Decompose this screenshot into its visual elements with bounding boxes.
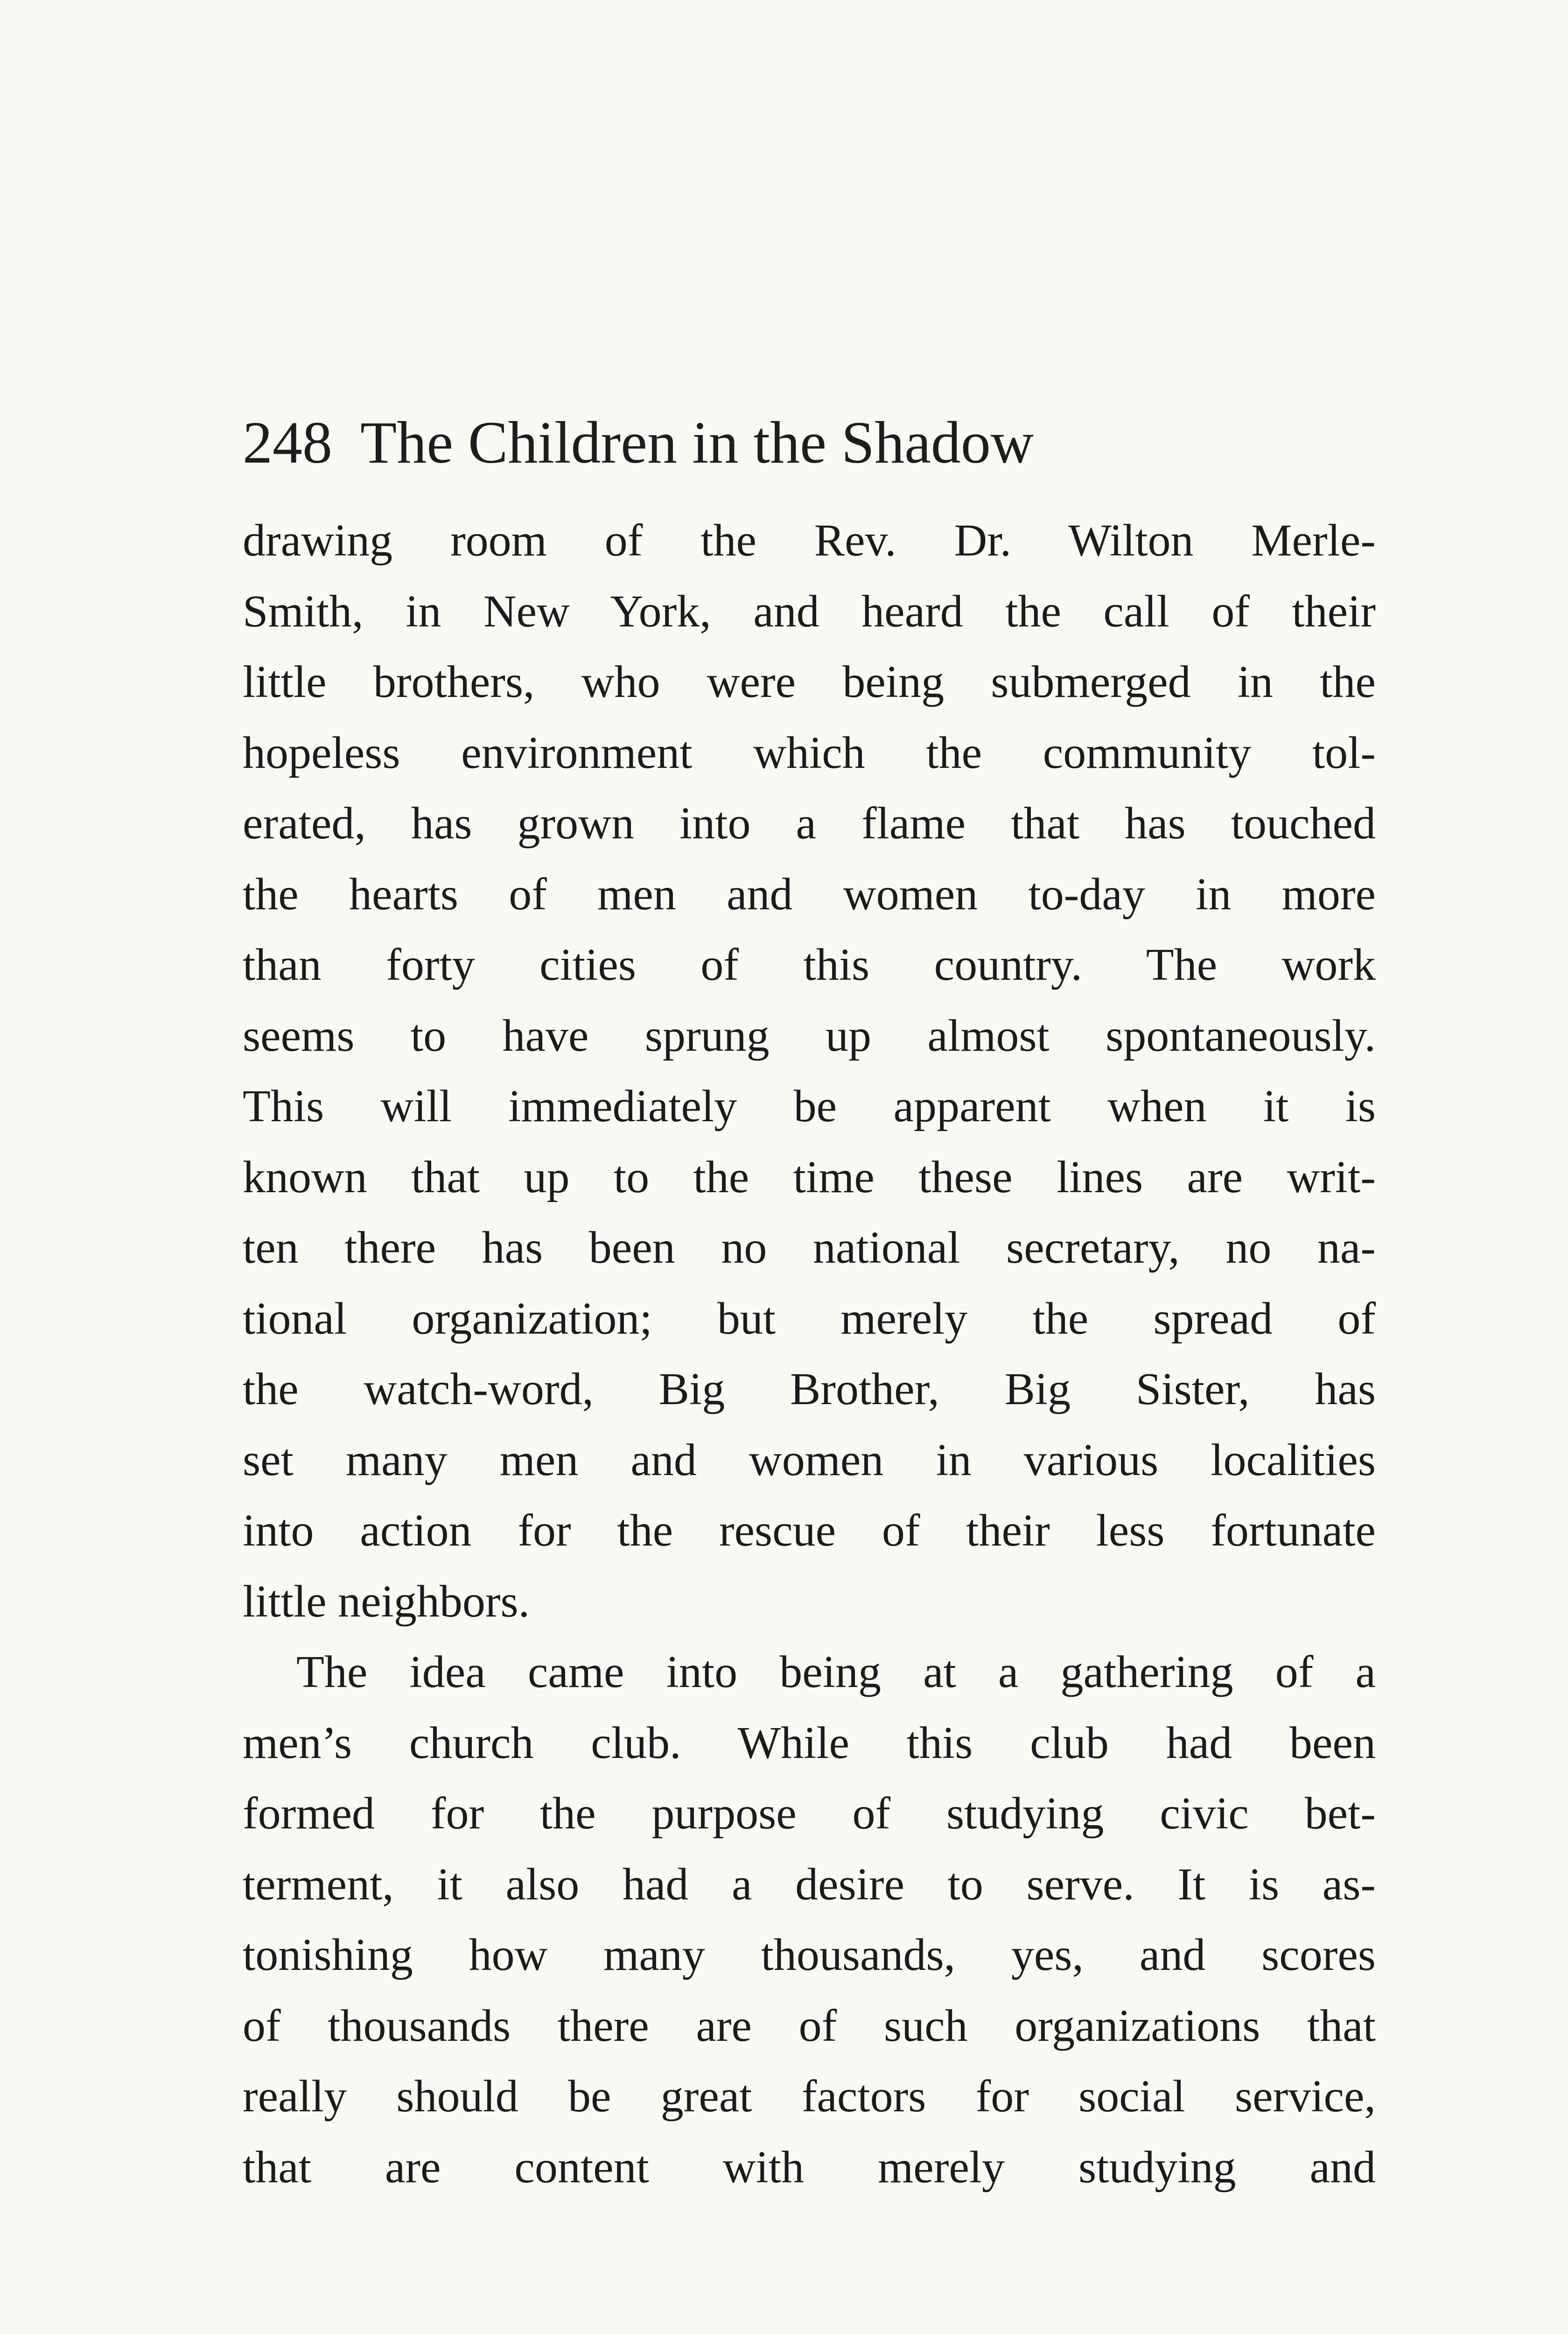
text-line: into action for the rescue of their less fortunate (243, 1505, 1376, 1556)
text-line: little neighbors. (243, 1576, 530, 1627)
text-line: This will immediately be apparent when it is (243, 1081, 1376, 1132)
text-line: the watch-word, Big Brother, Big Sister, has (243, 1364, 1376, 1414)
text-line: terment, it also had a desire to serve. It is as- (243, 1859, 1376, 1910)
text-line: known that up to the time these lines are writ- (243, 1152, 1376, 1202)
page-number: 248 (243, 409, 332, 476)
running-head (243, 405, 1381, 480)
text-line: tional organization; but merely the spread of (243, 1293, 1376, 1344)
text-line: of thousands there are of such organizations that (243, 2000, 1376, 2051)
text-line: erated, has grown into a flame that has touched (243, 798, 1376, 849)
text-line: tonishing how many thousands, yes, and scores (243, 1930, 1376, 1980)
text-line: The idea came into being at a gathering of a (296, 1647, 1376, 1697)
text-line: hopeless environment which the community tol- (243, 727, 1376, 778)
running-title: The Children in the Shadow (360, 409, 1034, 476)
text-line: ten there has been no national secretary, no na- (243, 1223, 1376, 1273)
text-line: the hearts of men and women to-day in more (243, 869, 1376, 920)
text-line: drawing room of the Rev. Dr. Wilton Merle- (243, 515, 1376, 566)
body-text (243, 506, 1376, 2203)
text-line: really should be great factors for social service, (243, 2071, 1376, 2122)
text-line: formed for the purpose of studying civic bet- (243, 1788, 1376, 1839)
text-line: little brothers, who were being submerged in the (243, 657, 1376, 707)
text-line: Smith, in New York, and heard the call of their (243, 586, 1376, 637)
text-line: men’s church club. While this club had been (243, 1717, 1376, 1768)
text-line: seems to have sprung up almost spontaneously. (243, 1010, 1376, 1061)
text-line: that are content with merely studying and (243, 2142, 1376, 2193)
text-line: than forty cities of this country. The work (243, 940, 1376, 990)
text-line: set many men and women in various localities (243, 1434, 1376, 1485)
